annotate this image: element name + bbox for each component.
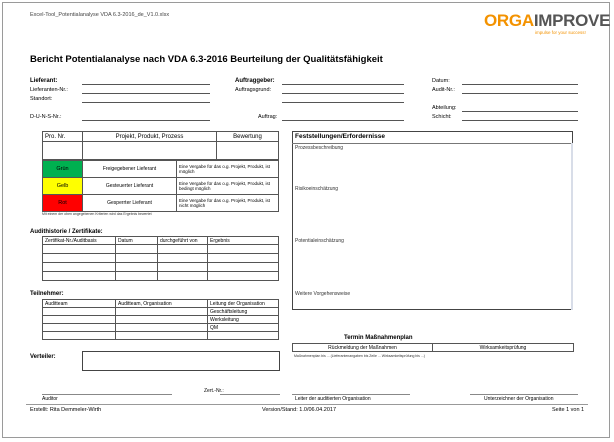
auftrag-label: Auftrag:: [258, 114, 278, 120]
termin-col-wirksamkeit: Wirksamkeitsprüfung: [433, 344, 574, 352]
table-cell[interactable]: [43, 263, 116, 272]
table-cell[interactable]: [43, 308, 116, 316]
table-cell[interactable]: [116, 272, 158, 281]
rating-yellow-desc: Eine Vergabe für das o.g. Projekt, Produkt, ist bedingt möglich: [177, 178, 279, 195]
table-cell[interactable]: [158, 272, 208, 281]
ah-col-durchgefuehrt: durchgeführt von: [158, 237, 208, 245]
footer-rule: [26, 404, 588, 405]
logo-tagline: impulse for your success!: [535, 30, 586, 35]
findings-potential: Potentialeinschätzung: [295, 238, 344, 244]
projekt-cell[interactable]: [83, 142, 217, 160]
schicht-line[interactable]: [462, 120, 578, 121]
col-projekt: Projekt, Produkt, Prozess: [83, 132, 217, 142]
table-cell[interactable]: [116, 332, 208, 340]
table-cell[interactable]: [43, 245, 116, 254]
findings-prozess: Prozessbeschreibung: [295, 145, 344, 151]
findings-risiko: Risikoeinschätzung: [295, 186, 339, 192]
company-logo: [484, 12, 610, 29]
datum-label: Datum:: [432, 78, 450, 84]
auftragsgrund-line-2[interactable]: [282, 102, 404, 103]
auditor-signature-line[interactable]: [42, 394, 172, 395]
logo-improve: IMPROVE: [533, 11, 611, 30]
audit-history-table: [42, 236, 279, 281]
tn-col-organisation: Auditteam, Organisation: [116, 300, 208, 308]
footer-erstellt: Erstellt: Rita Demmeler-Wirth: [30, 407, 102, 413]
role-qm: QM: [208, 324, 279, 332]
ah-col-zertifikat: Zertifikat-Nr./Auditbasis: [43, 237, 116, 245]
audit-nr-line[interactable]: [462, 93, 578, 94]
tn-col-leitung: Leitung der Organisation: [208, 300, 279, 308]
table-cell[interactable]: [43, 272, 116, 281]
findings-scrollbar[interactable]: [571, 143, 573, 310]
table-cell[interactable]: [43, 332, 116, 340]
audit-history-title: Audithistorie / Zertifikate:: [30, 229, 103, 235]
standort-line[interactable]: [82, 102, 210, 103]
termin-note: Maßnahmenplan bis ... (Lieferantenangaben bis Zeile ... Wirksamkeitsprüfung bis ...): [294, 354, 425, 358]
table-cell[interactable]: [116, 254, 158, 263]
table-cell[interactable]: [116, 263, 158, 272]
rating-footnote: Mit einem der oben angegebenen Kriterien wird das Ergebnis bewertet: [42, 212, 152, 216]
audit-nr-label: Audit-Nr.:: [432, 87, 455, 93]
report-title: Bericht Potentialanalyse nach VDA 6.3-2016 Beurteilung der Qualitätsfähigkeit: [30, 54, 383, 65]
standort-label: Standort:: [30, 96, 53, 102]
table-cell[interactable]: [43, 324, 116, 332]
table-cell[interactable]: [116, 316, 208, 324]
duns-label: D-U-N-S-Nr.:: [30, 114, 62, 120]
logo-orga: ORGA: [484, 11, 534, 30]
footer-version: Version/Stand: 1.0/06.04.2017: [262, 407, 337, 413]
table-cell[interactable]: [208, 332, 279, 340]
rating-red: Rot: [43, 195, 83, 212]
role-werksleitung: Werksleitung: [208, 316, 279, 324]
col-pro-nr: Pro. Nr.: [43, 132, 83, 142]
unterzeichner-signature-line[interactable]: [470, 394, 578, 395]
rating-green-desc: Eine Vergabe für das o.g. Projekt, Produkt, ist möglich: [177, 161, 279, 178]
abteilung-label: Abteilung:: [432, 105, 457, 111]
participants-title: Teilnehmer:: [30, 291, 64, 297]
table-cell[interactable]: [158, 263, 208, 272]
termin-table: [292, 343, 574, 352]
abteilung-line[interactable]: [462, 111, 578, 112]
table-cell[interactable]: [116, 324, 208, 332]
auditor-label: Auditor: [42, 396, 58, 402]
verteiler-label: Verteiler:: [30, 354, 56, 360]
termin-col-rueckmeldung: Rückmeldung der Maßnahmen: [293, 344, 433, 352]
lieferant-label: Lieferant:: [30, 78, 58, 84]
verteiler-field[interactable]: [82, 351, 280, 371]
table-cell[interactable]: [208, 245, 279, 254]
termin-title: Termin Maßnahmenplan: [344, 335, 413, 341]
pro-nr-cell[interactable]: [43, 142, 83, 160]
rating-red-status: Gesperrter Lieferant: [83, 195, 177, 212]
datum-line[interactable]: [462, 84, 578, 85]
table-cell[interactable]: [116, 308, 208, 316]
table-cell[interactable]: [43, 316, 116, 324]
findings-vorgehen: Weitere Vorgehensweise: [295, 291, 351, 297]
rating-green-status: Freigegebener Lieferant: [83, 161, 177, 178]
unterzeichner-label: Unterzeichner der Organisation: [484, 396, 554, 402]
lieferanten-nr-line[interactable]: [82, 93, 210, 94]
table-cell[interactable]: [158, 245, 208, 254]
auftrag-line[interactable]: [282, 120, 404, 121]
findings-header: Feststellungen/Erfordernisse: [295, 133, 385, 140]
lieferanten-nr-label: Lieferanten-Nr.:: [30, 87, 68, 93]
auftragsgrund-line[interactable]: [282, 93, 404, 94]
duns-line[interactable]: [82, 120, 210, 121]
bewertung-cell[interactable]: [217, 142, 279, 160]
ah-col-datum: Datum: [116, 237, 158, 245]
table-cell[interactable]: [158, 254, 208, 263]
ah-col-ergebnis: Ergebnis: [208, 237, 279, 245]
findings-box: [292, 131, 573, 310]
findings-header-rule: [292, 143, 573, 144]
role-geschaeftsleitung: Geschäftsleitung: [208, 308, 279, 316]
file-name: Excel-Tool_Potentialanalyse VDA 6.3-2016_de_V1.0.xlsx: [30, 12, 170, 18]
table-cell[interactable]: [116, 245, 158, 254]
col-bewertung: Bewertung: [217, 132, 279, 142]
tn-col-auditteam: Auditteam: [43, 300, 116, 308]
participants-table: [42, 299, 279, 340]
rating-legend-table: [42, 160, 279, 212]
auftraggeber-label: Auftraggeber:: [235, 78, 275, 84]
rating-yellow-status: Gesteuerter Lieferant: [83, 178, 177, 195]
table-cell[interactable]: [208, 263, 279, 272]
rating-yellow: Gelb: [43, 178, 83, 195]
table-cell[interactable]: [208, 272, 279, 281]
schicht-label: Schicht:: [432, 114, 452, 120]
footer-seite: Seite 1 von 1: [552, 407, 585, 413]
auftraggeber-line[interactable]: [282, 84, 404, 85]
evaluation-table: [42, 131, 279, 160]
leiter-signature-line[interactable]: [292, 394, 410, 395]
lieferant-line[interactable]: [82, 84, 210, 85]
zert-nr-line[interactable]: [220, 394, 280, 395]
rating-green: Grün: [43, 161, 83, 178]
rating-red-desc: Eine Vergabe für das o.g. Projekt, Produkt, ist nicht möglich: [177, 195, 279, 212]
table-cell[interactable]: [43, 254, 116, 263]
auftragsgrund-label: Auftragsgrund:: [235, 87, 272, 93]
leiter-label: Leiter der auditierten Organisation: [295, 396, 371, 402]
table-cell[interactable]: [208, 254, 279, 263]
zert-nr-label: Zert.-Nr.:: [204, 388, 224, 394]
